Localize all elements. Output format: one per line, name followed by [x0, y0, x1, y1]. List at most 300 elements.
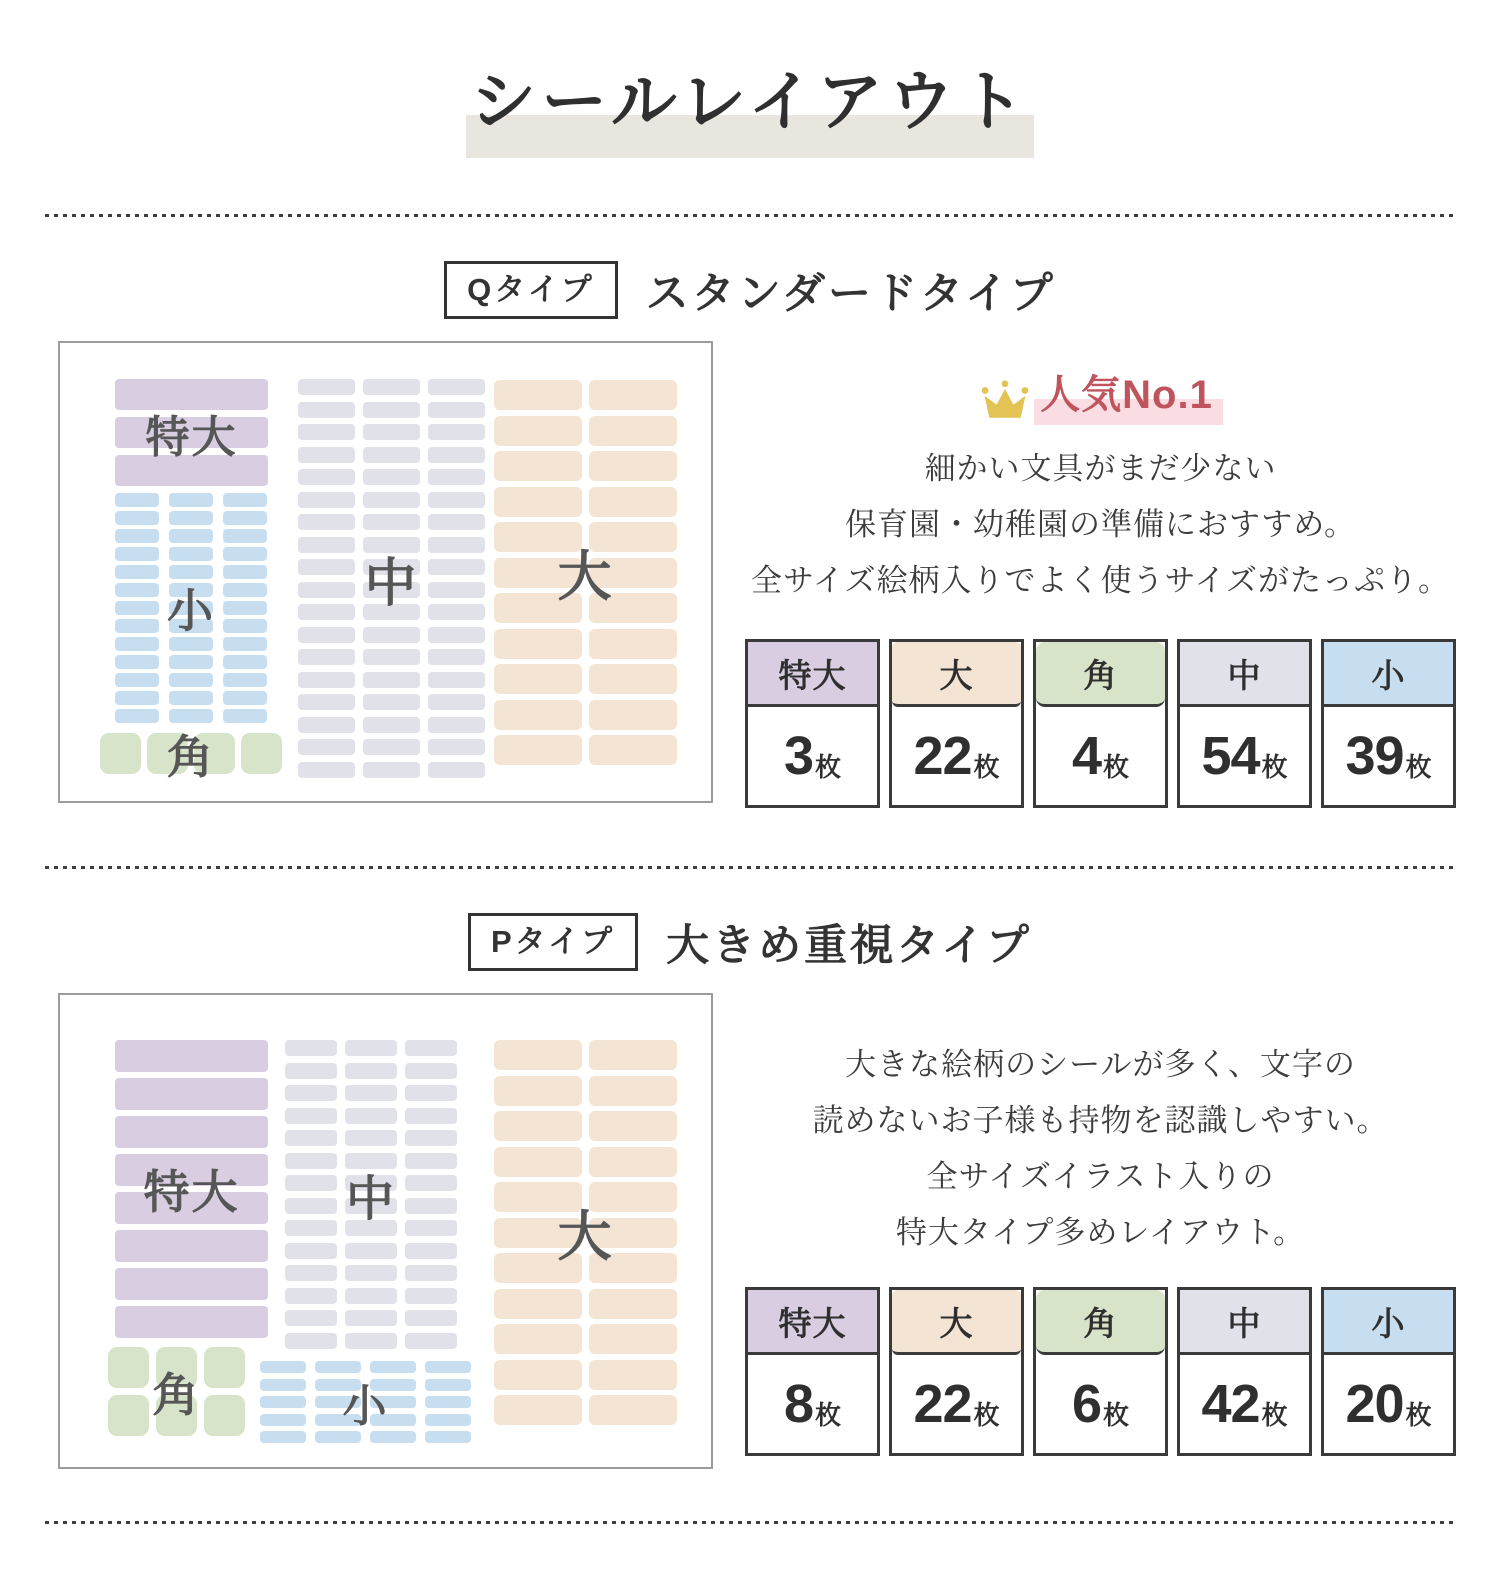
sticker-cell: [345, 1108, 397, 1124]
sticker-cell: [345, 1153, 397, 1169]
sticker-cell: [589, 522, 677, 552]
sticker-cell: [405, 1175, 457, 1191]
size-label: 特大: [143, 1166, 240, 1219]
sticker-cell: [156, 1395, 197, 1436]
sticker-cell: [115, 709, 159, 723]
sticker-cell: [223, 673, 267, 687]
sticker-cells: [494, 1040, 677, 1425]
q-sheet-diagram: [58, 341, 713, 803]
size-label: 大: [557, 547, 614, 608]
sticker-cell: [298, 402, 355, 418]
sticker-cell: [285, 1108, 337, 1124]
sticker-cell: [428, 424, 485, 440]
sticker-cells: [260, 1361, 471, 1443]
sticker-cells: [115, 1040, 268, 1338]
sticker-cell: [223, 619, 267, 633]
sticker-cell: [115, 1268, 268, 1300]
sticker-cell: [363, 762, 420, 778]
sticker-cell: [494, 451, 582, 481]
sticker-cell: [285, 1198, 337, 1214]
title-section: [0, 0, 1500, 158]
q-kaku-sticker-block: [100, 730, 282, 783]
sticker-cell: [115, 619, 159, 633]
sticker-cell: [345, 1333, 397, 1349]
q-type-heading: スタンダードタイプ: [645, 269, 1056, 318]
sticker-cell: [345, 1175, 397, 1191]
count-cell-中: [1177, 639, 1312, 808]
count-header: 特大: [748, 1290, 877, 1355]
sticker-cell: [363, 627, 420, 643]
sticker-cell: [285, 1333, 337, 1349]
sticker-cell: [169, 709, 213, 723]
description-line: 保育園・幼稚園の準備におすすめ。: [844, 507, 1357, 543]
sticker-cell: [223, 547, 267, 561]
q-description: [741, 441, 1460, 609]
sticker-cell: [494, 487, 582, 517]
sticker-cell: [345, 1063, 397, 1079]
count-cell-大: [889, 639, 1024, 808]
popularity-badge-label: 人気No.1: [1034, 371, 1223, 425]
sticker-cell: [315, 1379, 361, 1391]
sticker-cell: [169, 529, 213, 543]
sticker-cell: [494, 416, 582, 446]
sticker-cell: [115, 379, 268, 410]
sticker-cell: [363, 379, 420, 395]
sticker-cell: [428, 694, 485, 710]
sticker-cell: [428, 582, 485, 598]
count-unit: 枚: [973, 1399, 1000, 1430]
count-value: [748, 1355, 877, 1453]
p-chu-sticker-block: [285, 1040, 457, 1349]
sticker-cell: [298, 627, 355, 643]
count-cell-角: [1033, 639, 1168, 808]
q-type-header: [0, 257, 1500, 323]
count-number: 20: [1345, 1374, 1404, 1435]
count-number: 3: [783, 726, 814, 787]
sticker-cell: [115, 601, 159, 615]
sticker-cell: [589, 593, 677, 623]
sticker-cell: [285, 1130, 337, 1146]
count-cell-中: [1177, 1287, 1312, 1456]
sticker-cell: [156, 1347, 197, 1388]
sticker-cell: [428, 492, 485, 508]
sticker-cell: [405, 1108, 457, 1124]
sticker-cell: [589, 700, 677, 730]
page-title: シールレイアウト: [466, 50, 1034, 158]
sticker-cell: [363, 492, 420, 508]
sticker-cell: [115, 583, 159, 597]
sticker-cell: [345, 1288, 397, 1304]
sticker-cell: [363, 424, 420, 440]
sticker-cell: [428, 447, 485, 463]
sticker-cell: [285, 1243, 337, 1259]
sticker-cell: [370, 1431, 416, 1443]
count-value: [1180, 1355, 1309, 1453]
sticker-cells: [100, 730, 282, 783]
p-right-panel: [713, 993, 1500, 1469]
sticker-cell: [169, 673, 213, 687]
count-cell-角: [1033, 1287, 1168, 1456]
sticker-cell: [298, 514, 355, 530]
sticker-cell: [494, 735, 582, 765]
sticker-cell: [298, 649, 355, 665]
sticker-cell: [494, 1040, 582, 1070]
count-value: [892, 1355, 1021, 1453]
sticker-cell: [285, 1175, 337, 1191]
sticker-cell: [108, 1347, 149, 1388]
sticker-cells: [285, 1040, 457, 1349]
sticker-cell: [428, 402, 485, 418]
sticker-cell: [428, 604, 485, 620]
count-unit: 枚: [1405, 1399, 1432, 1430]
sticker-cell: [223, 565, 267, 579]
sticker-cell: [425, 1431, 471, 1443]
count-value: [1324, 707, 1453, 805]
sticker-cell: [425, 1414, 471, 1426]
sticker-cell: [115, 1306, 268, 1338]
sticker-cell: [298, 717, 355, 733]
sticker-cell: [405, 1310, 457, 1326]
sticker-cell: [298, 379, 355, 395]
sticker-cell: [494, 1324, 582, 1354]
sticker-cell: [241, 733, 282, 774]
size-label: 中: [345, 1173, 396, 1227]
size-label: 中: [364, 555, 419, 614]
sticker-cell: [345, 1265, 397, 1281]
size-label: 大: [557, 1207, 614, 1268]
sticker-cell: [194, 733, 235, 774]
description-line: 全サイズイラスト入りの: [926, 1159, 1275, 1195]
sticker-cell: [260, 1361, 306, 1373]
sticker-cell: [370, 1396, 416, 1408]
sticker-cell: [494, 1111, 582, 1141]
sticker-cell: [285, 1153, 337, 1169]
sticker-cell: [260, 1431, 306, 1443]
sticker-cell: [223, 691, 267, 705]
count-unit: 枚: [1103, 751, 1130, 782]
sticker-cell: [298, 492, 355, 508]
sticker-cell: [494, 558, 582, 588]
sticker-cell: [115, 673, 159, 687]
count-value: [1180, 707, 1309, 805]
sticker-cell: [428, 649, 485, 665]
sticker-cell: [370, 1361, 416, 1373]
sticker-cell: [494, 522, 582, 552]
sticker-cell: [285, 1085, 337, 1101]
sticker-cells: [108, 1347, 245, 1436]
sticker-cell: [260, 1379, 306, 1391]
sticker-cell: [405, 1040, 457, 1056]
sticker-cell: [363, 402, 420, 418]
count-header: 小: [1324, 642, 1453, 707]
sticker-cell: [315, 1431, 361, 1443]
count-number: 54: [1201, 726, 1260, 787]
popularity-badge: [741, 361, 1460, 425]
q-section-body: [0, 341, 1500, 808]
size-label: 小: [167, 585, 215, 638]
count-cell-特大: [745, 639, 880, 808]
sticker-cell: [169, 691, 213, 705]
sticker-cell: [494, 1076, 582, 1106]
sticker-cell: [115, 1078, 268, 1110]
sticker-cell: [169, 493, 213, 507]
count-unit: 枚: [1261, 751, 1288, 782]
count-header: 大: [892, 1290, 1021, 1355]
sticker-cell: [589, 1147, 677, 1177]
sticker-cell: [494, 1289, 582, 1319]
sticker-cell: [494, 700, 582, 730]
sticker-cell: [428, 762, 485, 778]
q-dai-sticker-block: [494, 380, 677, 765]
sticker-cell: [115, 1154, 268, 1186]
sticker-cell: [363, 649, 420, 665]
p-tokudai-sticker-block: [115, 1040, 268, 1338]
sticker-cell: [589, 1218, 677, 1248]
sticker-cell: [223, 583, 267, 597]
sticker-cell: [223, 529, 267, 543]
sticker-cell: [115, 1192, 268, 1224]
sticker-cell: [363, 672, 420, 688]
sticker-cell: [589, 487, 677, 517]
count-cell-大: [889, 1287, 1024, 1456]
sticker-cell: [115, 637, 159, 651]
p-dai-sticker-block: [494, 1040, 677, 1425]
sticker-cell: [115, 455, 268, 486]
sticker-cell: [298, 672, 355, 688]
sticker-cell: [223, 601, 267, 615]
sticker-cells: [115, 379, 268, 486]
count-unit: 枚: [815, 751, 842, 782]
sticker-cell: [363, 559, 420, 575]
count-value: [748, 707, 877, 805]
sticker-cell: [260, 1414, 306, 1426]
sticker-cell: [108, 1395, 149, 1436]
sticker-cell: [223, 655, 267, 669]
count-header: 角: [1036, 642, 1165, 707]
sticker-cell: [169, 547, 213, 561]
count-number: 4: [1071, 726, 1102, 787]
description-line: 全サイズ絵柄入りでよく使うサイズがたっぷり。: [750, 563, 1451, 599]
sticker-cell: [223, 637, 267, 651]
count-header: 中: [1180, 642, 1309, 707]
sticker-cell: [115, 1230, 268, 1262]
p-type-header: [0, 909, 1500, 975]
count-cell-特大: [745, 1287, 880, 1456]
sticker-cell: [405, 1085, 457, 1101]
q-sho-sticker-block: [115, 493, 267, 723]
description-line: 大きな絵柄のシールが多く、文字の: [845, 1047, 1356, 1083]
sticker-cell: [405, 1333, 457, 1349]
sticker-cell: [428, 717, 485, 733]
description-line: 細かい文具がまだ少ない: [924, 451, 1277, 487]
sticker-cell: [298, 582, 355, 598]
dashed-divider: [45, 1521, 1455, 1524]
sticker-cell: [405, 1198, 457, 1214]
sticker-cell: [589, 735, 677, 765]
sticker-cell: [298, 537, 355, 553]
sticker-cell: [405, 1243, 457, 1259]
sticker-cell: [204, 1395, 245, 1436]
sticker-cell: [589, 1182, 677, 1212]
p-sheet-diagram: [58, 993, 713, 1469]
sticker-cell: [345, 1220, 397, 1236]
sticker-cell: [285, 1265, 337, 1281]
sticker-cell: [169, 655, 213, 669]
count-number: 22: [913, 1374, 972, 1435]
dashed-divider: [45, 214, 1455, 217]
sticker-cell: [169, 511, 213, 525]
sticker-cell: [589, 451, 677, 481]
count-value: [1036, 1355, 1165, 1453]
sticker-cell: [370, 1414, 416, 1426]
sticker-cell: [345, 1243, 397, 1259]
sticker-cell: [345, 1130, 397, 1146]
sticker-cell: [425, 1361, 471, 1373]
sticker-cells: [494, 380, 677, 765]
sticker-cell: [315, 1414, 361, 1426]
sticker-cell: [315, 1361, 361, 1373]
sticker-cell: [115, 493, 159, 507]
size-label: 特大: [145, 412, 238, 462]
sticker-cell: [298, 762, 355, 778]
sticker-cell: [589, 416, 677, 446]
count-number: 22: [913, 726, 972, 787]
p-type-heading: 大きめ重視タイプ: [666, 921, 1032, 970]
count-number: 39: [1345, 726, 1404, 787]
sticker-cell: [494, 1182, 582, 1212]
sticker-cell: [494, 593, 582, 623]
sticker-cell: [223, 493, 267, 507]
count-unit: 枚: [1103, 1399, 1130, 1430]
sticker-cell: [589, 1111, 677, 1141]
count-cell-小: [1321, 639, 1456, 808]
count-header: 大: [892, 642, 1021, 707]
sticker-cell: [115, 511, 159, 525]
sticker-cell: [425, 1396, 471, 1408]
count-number: 42: [1201, 1374, 1260, 1435]
sticker-cell: [589, 1324, 677, 1354]
sticker-cell: [204, 1347, 245, 1388]
sticker-cell: [115, 565, 159, 579]
sticker-cell: [405, 1063, 457, 1079]
sticker-cell: [115, 547, 159, 561]
sticker-cell: [100, 733, 141, 774]
sticker-cell: [363, 537, 420, 553]
sticker-cell: [285, 1310, 337, 1326]
sticker-cell: [115, 1116, 268, 1148]
sticker-cells: [115, 493, 267, 723]
size-label: 角: [152, 1368, 201, 1421]
p-section-body: [0, 993, 1500, 1469]
q-count-table: [741, 639, 1460, 808]
sticker-cell: [363, 469, 420, 485]
sticker-cell: [345, 1310, 397, 1326]
sticker-cell: [169, 601, 213, 615]
sticker-cell: [405, 1130, 457, 1146]
sticker-cell: [589, 1253, 677, 1283]
p-kaku-sticker-block: [108, 1347, 245, 1436]
q-tokudai-sticker-block: [115, 379, 268, 486]
sticker-cell: [169, 565, 213, 579]
count-unit: 枚: [1405, 751, 1432, 782]
count-header: 小: [1324, 1290, 1453, 1355]
sticker-cell: [589, 1395, 677, 1425]
count-number: 8: [783, 1374, 814, 1435]
sticker-cell: [405, 1288, 457, 1304]
count-value: [1324, 1355, 1453, 1453]
sticker-cell: [315, 1396, 361, 1408]
sticker-cell: [494, 1395, 582, 1425]
sticker-cell: [589, 664, 677, 694]
q-chu-sticker-block: [298, 379, 485, 778]
sticker-cell: [428, 627, 485, 643]
count-unit: 枚: [815, 1399, 842, 1430]
p-type-tag: Pタイプ: [468, 913, 638, 971]
sticker-cell: [345, 1040, 397, 1056]
sticker-cell: [298, 694, 355, 710]
sticker-cell: [494, 1253, 582, 1283]
sticker-cell: [428, 559, 485, 575]
sticker-cell: [285, 1063, 337, 1079]
p-sho-sticker-block: [260, 1361, 471, 1443]
sticker-cell: [298, 424, 355, 440]
sticker-cell: [428, 379, 485, 395]
p-description: [741, 1037, 1460, 1261]
sticker-cell: [363, 739, 420, 755]
sticker-cell: [405, 1153, 457, 1169]
sticker-cell: [494, 1147, 582, 1177]
dashed-divider: [45, 866, 1455, 869]
sticker-cell: [589, 1360, 677, 1390]
sticker-cell: [115, 691, 159, 705]
sticker-cell: [298, 604, 355, 620]
sticker-cell: [589, 1289, 677, 1319]
sticker-cell: [494, 629, 582, 659]
q-right-panel: [713, 341, 1500, 808]
sticker-cell: [115, 655, 159, 669]
sticker-cell: [363, 514, 420, 530]
sticker-cell: [589, 1076, 677, 1106]
count-value: [892, 707, 1021, 805]
sticker-cell: [370, 1379, 416, 1391]
q-type-tag: Qタイプ: [444, 261, 618, 319]
sticker-cell: [405, 1220, 457, 1236]
sticker-cell: [428, 537, 485, 553]
sticker-cell: [169, 637, 213, 651]
sticker-cell: [425, 1379, 471, 1391]
count-unit: 枚: [1261, 1399, 1288, 1430]
sticker-cell: [223, 709, 267, 723]
count-number: 6: [1071, 1374, 1102, 1435]
count-cell-小: [1321, 1287, 1456, 1456]
crown-icon: [978, 379, 1032, 423]
sticker-cell: [494, 664, 582, 694]
sticker-cell: [363, 694, 420, 710]
sticker-cell: [298, 447, 355, 463]
sticker-cell: [428, 469, 485, 485]
sticker-cell: [363, 582, 420, 598]
sticker-cell: [494, 1360, 582, 1390]
sticker-cell: [147, 733, 188, 774]
size-label: 小: [342, 1382, 389, 1432]
sticker-cell: [494, 1218, 582, 1248]
sticker-cell: [115, 1040, 268, 1072]
sticker-cell: [298, 469, 355, 485]
sticker-cell: [428, 514, 485, 530]
description-line: 特大タイプ多めレイアウト。: [895, 1215, 1306, 1251]
sticker-cell: [363, 604, 420, 620]
sticker-cell: [115, 529, 159, 543]
